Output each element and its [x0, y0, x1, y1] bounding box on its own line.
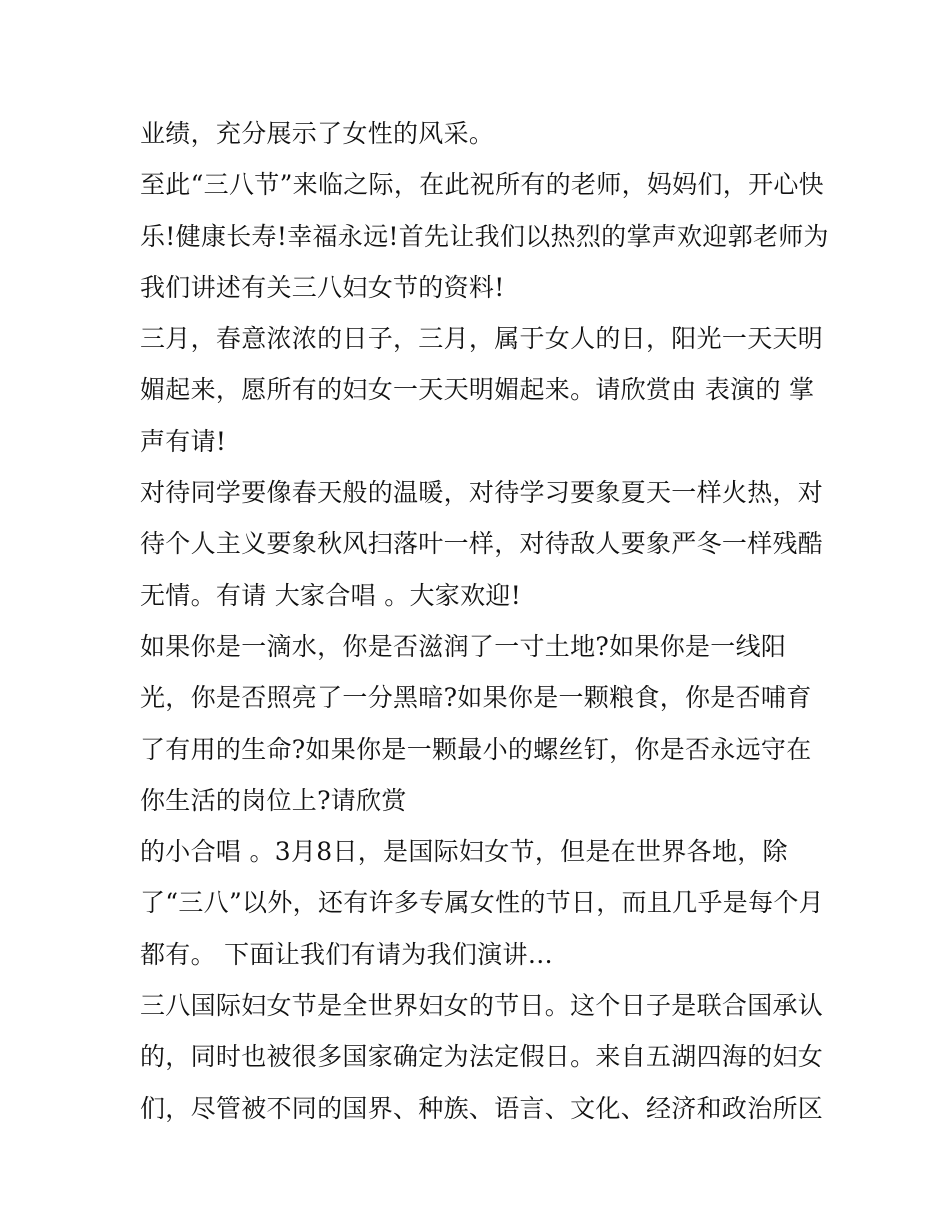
- text-line: 如果你是一滴水，你是否滋润了一寸土地?如果你是一线阳: [140, 631, 787, 661]
- text-line: 三八国际妇女节是全世界妇女的节日。这个日子是联合国承认: [140, 991, 824, 1021]
- text-line: 都有。 下面让我们有请为我们演讲…: [140, 939, 554, 969]
- text-line: 光，你是否照亮了一分黑暗?如果你是一颗粮食，你是否哺育: [140, 683, 812, 713]
- text-line: 业绩，充分展示了女性的风采。: [140, 119, 495, 148]
- text-line: 了“三八”以外，还有许多专属女性的节日，而且几乎是每个月: [140, 888, 824, 918]
- text-line: 无情。有请 大家合唱 。大家欢迎!: [140, 580, 522, 610]
- text-line: 三月，春意浓浓的日子，三月，属于女人的日，阳光一天天明: [140, 324, 824, 354]
- text-line: 了有用的生命?如果你是一颗最小的螺丝钉，你是否永远守在: [140, 734, 812, 764]
- text-line: 媚起来，愿所有的妇女一天天明媚起来。请欣赏由 表演的 掌: [140, 375, 815, 405]
- text-line: 乐!健康长寿!幸福永远!首先让我们以热烈的掌声欢迎郭老师为: [140, 221, 829, 251]
- text-line: 声有请!: [140, 426, 227, 456]
- text-line: 对待同学要像春天般的温暖，对待学习要象夏天一样火热，对: [140, 478, 824, 508]
- text-line: 们，尽管被不同的国界、种族、语言、文化、经济和政治所区: [140, 1093, 824, 1123]
- document-body: [140, 108, 830, 1134]
- text-line: 的小合唱 。3月8日，是国际妇女节，但是在世界各地，除: [140, 837, 788, 867]
- text-line: 的，同时也被很多国家确定为法定假日。来自五湖四海的妇女: [140, 1042, 824, 1072]
- text-line: 我们讲述有关三八妇女节的资料!: [140, 272, 505, 302]
- text-line: 至此“三八节”来临之际，在此祝所有的老师，妈妈们，开心快: [140, 170, 824, 200]
- text-line: 待个人主义要象秋风扫落叶一样，对待敌人要象严冬一样残酷: [140, 529, 824, 559]
- text-line: 你生活的岗位上?请欣赏: [140, 785, 407, 815]
